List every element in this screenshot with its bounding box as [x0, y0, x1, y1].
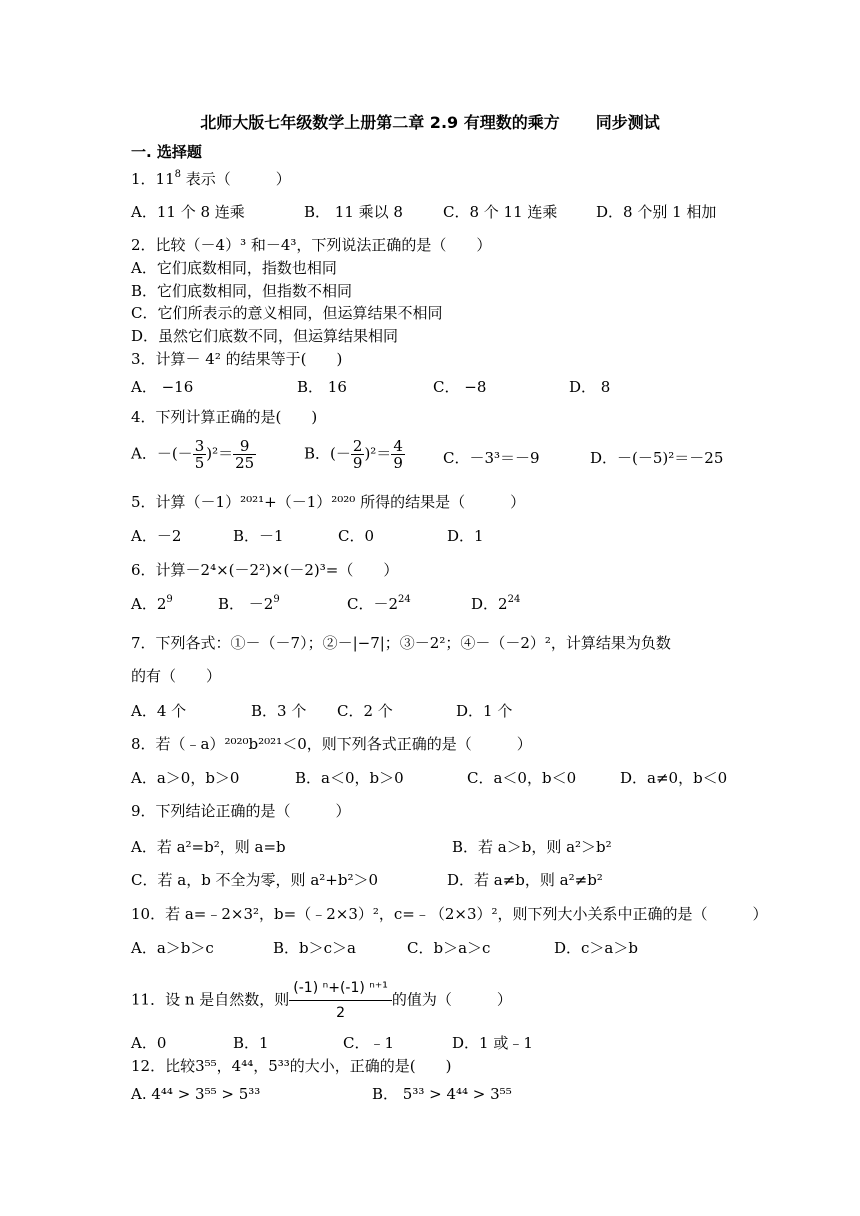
q7-option-d: D．1 个: [456, 702, 513, 720]
question-6-stem: 6．计算－2⁴×(－2²)×(－2)³=（ ）: [131, 561, 399, 579]
q10-option-d: D．c＞a＞b: [554, 939, 638, 957]
q2-option-b: B．它们底数相同，但指数不相同: [131, 282, 353, 300]
title-main: 北师大版七年级数学上册第二章 2.9 有理数的乘方: [200, 113, 560, 132]
question-10-stem: 10．若 a=﹣2×3²，b=（﹣2×3）²，c=﹣（2×3）²，则下列大小关系中正确的是（ ）: [131, 905, 768, 923]
q7-option-c: C．2 个: [337, 702, 393, 720]
q9-option-c: C．若 a，b 不全为零，则 a²+b²＞0: [131, 871, 379, 889]
q8-option-a: A．a＞0，b＞0: [131, 769, 240, 787]
q9-option-b: B．若 a＞b，则 a²＞b²: [452, 838, 612, 856]
q2-option-a: A．它们底数相同，指数也相同: [131, 259, 337, 277]
q5-option-b: B．－1: [233, 527, 284, 545]
question-3-stem: 3．计算－ 4² 的结果等于( ): [131, 350, 343, 368]
q1-option-d: D．8 个别 1 相加: [596, 203, 717, 221]
q3-option-c: C． −8: [433, 378, 487, 396]
q1-option-c: C．8 个 11 连乘: [443, 203, 558, 221]
q4-option-c: C．－3³＝－9: [443, 449, 540, 467]
question-9-stem: 9．下列结论正确的是（ ）: [131, 802, 351, 820]
q5-option-a: A．－2: [131, 527, 182, 545]
q8-option-d: D．a≠0，b＜0: [620, 769, 728, 787]
q11-option-b: B．1: [233, 1034, 269, 1052]
question-7-stem-line2: 的有（ ）: [131, 667, 222, 685]
q2-option-d: D．虽然它们底数不同，但运算结果相同: [131, 327, 399, 345]
q5-option-c: C．0: [338, 527, 375, 545]
question-5-stem: 5．计算（－1）²⁰²¹+（－1）²⁰²⁰ 所得的结果是（ ）: [131, 493, 526, 511]
question-1-stem: 1．$11^8$ 表示（ ）: [131, 169, 291, 188]
q1-option-a: A．11 个 8 连乘: [131, 203, 245, 221]
q10-option-a: A．a＞b＞c: [131, 939, 214, 957]
q7-option-b: B．3 个: [251, 702, 307, 720]
q1-option-b: B． 11 乘以 8: [304, 203, 403, 221]
q4-option-d: D．－(－5)²＝－25: [590, 449, 724, 467]
q3-option-a: A． −16: [131, 378, 194, 396]
q11-fraction: $\frac{\text{(-1) ⁿ+(-1) ⁿ⁺¹}}{2}$: [289, 978, 392, 1023]
q8-option-c: C．a＜0，b＜0: [467, 769, 577, 787]
q8-option-b: B．a＜0，b＞0: [295, 769, 404, 787]
question-11-stem: 11．设 n 是自然数，则 $\frac{\text{(-1) ⁿ+(-1) ⁿ⁺¹}}{2}$ 的值为（ ）: [131, 980, 512, 1021]
q9-option-d: D．若 a≠b，则 a²≠b²: [447, 871, 603, 889]
question-2-stem: 2．比较（－4）³ 和－4³，下列说法正确的是（ ）: [131, 236, 492, 254]
q9-option-a: A．若 a²=b²，则 a=b: [131, 838, 286, 856]
title-sub: 同步测试: [595, 113, 660, 132]
page-title: [0, 110, 860, 133]
q11-option-c: C．﹣1: [343, 1034, 395, 1052]
q11-option-a: A．0: [131, 1034, 167, 1052]
q11-option-d: D．1 或﹣1: [452, 1034, 533, 1052]
q6-option-d: D．$2^{24}$: [471, 594, 521, 613]
question-7-stem-line1: 7．下列各式：①－（－7）；②－|−7|；③－2²；④－（－2）²，计算结果为负数: [131, 634, 671, 652]
q2-option-c: C．它们所表示的意义相同，但运算结果不相同: [131, 304, 443, 322]
section-heading: 一. 选择题: [131, 143, 202, 161]
q10-option-b: B．b＞c＞a: [273, 939, 356, 957]
question-8-stem: 8．若（﹣a）²⁰²⁰b²⁰²¹＜0，则下列各式正确的是（ ）: [131, 735, 532, 753]
q6-option-b: B． $-2^9$: [218, 594, 280, 613]
q6-option-a: A．$2^9$: [131, 594, 173, 613]
q3-option-d: D． 8: [569, 378, 611, 396]
q7-option-a: A．4 个: [131, 702, 187, 720]
q4-option-b: B．(－ $\frac{2}{9}$ )²＝ $\frac{4}{9}$: [304, 437, 403, 472]
q10-option-c: C．b＞a＞c: [407, 939, 491, 957]
q12-option-b: B． 5³³ > 4⁴⁴ > 3⁵⁵: [372, 1085, 512, 1103]
question-12-stem: 12．比较3⁵⁵，4⁴⁴，5³³的大小，正确的是( ): [131, 1057, 452, 1075]
q6-option-c: C．$-2^{24}$: [347, 594, 411, 613]
question-4-stem: 4．下列计算正确的是( ): [131, 408, 318, 426]
q12-option-a: A. 4⁴⁴ > 3⁵⁵ > 5³³: [131, 1085, 261, 1103]
q4-option-a: A．－(－ $\frac{3}{5}$ )²＝ $\frac{9}{25}$: [131, 437, 255, 472]
q3-option-b: B． 16: [297, 378, 347, 396]
q5-option-d: D．1: [447, 527, 484, 545]
